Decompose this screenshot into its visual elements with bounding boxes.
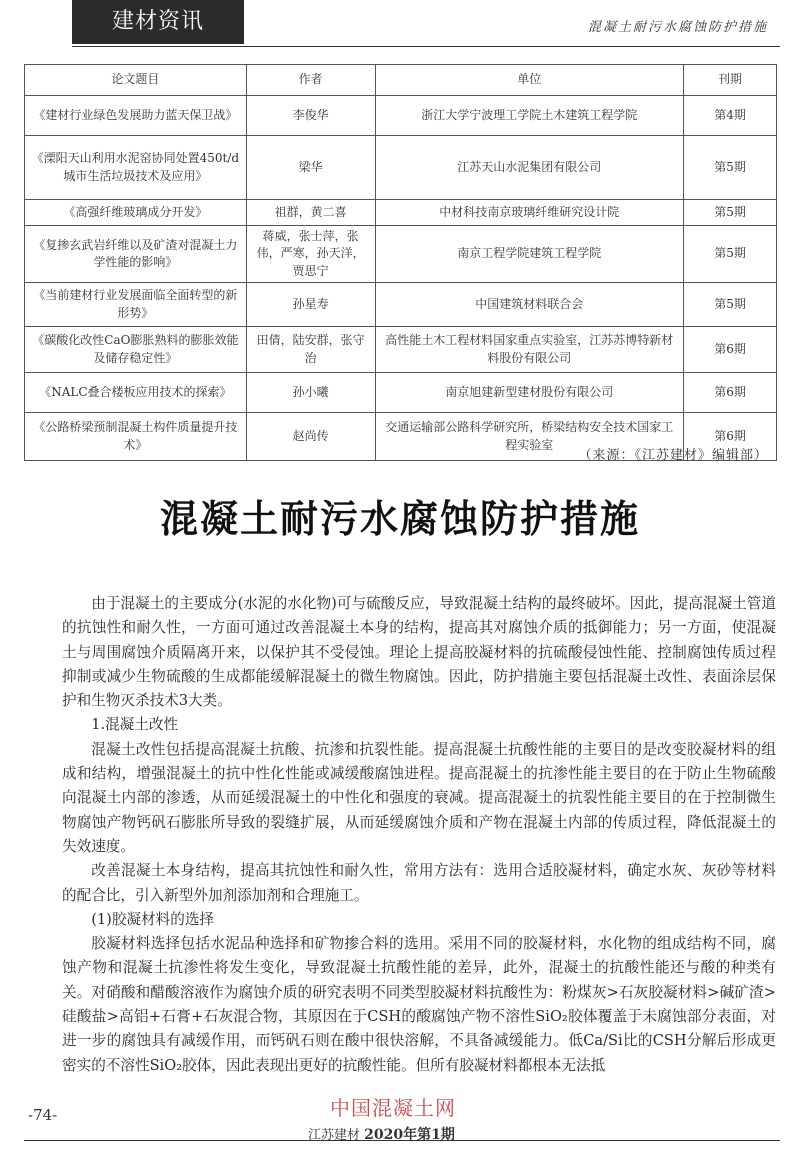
cell-author: 李俊华	[246, 96, 375, 136]
cell-issue: 第5期	[684, 283, 777, 327]
article-list-table	[24, 64, 777, 461]
page-header	[0, 0, 800, 52]
header-org: 单位	[375, 65, 684, 96]
cell-org: 高性能土木工程材料国家重点实验室，江苏苏博特新材料股份有限公司	[375, 327, 684, 373]
cell-title: 《建材行业绿色发展助力蓝天保卫战》	[25, 96, 247, 136]
cell-org: 交通运输部公路科学研究所，桥梁结构安全技术国家工程实验室	[375, 413, 684, 461]
magazine-footer	[308, 1124, 455, 1144]
paragraph: 胶凝材料选择包括水泥品种选择和矿物掺合料的选用。采用不同的胶凝材料，水化物的组成结构不同，腐蚀产物和混凝土抗渗性将发生变化，导致混凝土抗酸性能的差异，此外，混凝土的抗酸性能还与酸的种类有关。对硝酸和醋酸溶液作为腐蚀介质的研究表明不同类型胶凝材料抗酸性为：粉煤灰>石灰胶凝材料>碱矿渣>硅酸盐>高铝+石膏+石灰混合物，其原因在于CSH的酸腐蚀产物不溶性SiO₂胶体覆盖于未腐蚀部分表面，对进一步的腐蚀具有减缓作用，而钙矾石则在酸中很快溶解，不具备减缓能力。低Ca/Si比的CSH分解后形成更密实的不溶性SiO₂胶体，因此表现出更好的抗酸性能。但所有胶凝材料都根本无法抵	[62, 935, 776, 1074]
table-row	[25, 96, 777, 136]
header-title: 论文题目	[25, 65, 247, 96]
cell-title: 《高强纤维玻璃成分开发》	[25, 200, 247, 226]
cell-org: 南京旭建新型建材股份有限公司	[375, 373, 684, 413]
cell-org: 中国建筑材料联合会	[375, 283, 684, 327]
cell-issue: 第5期	[684, 136, 777, 200]
paragraph: 改善混凝土本身结构，提高其抗蚀性和耐久性，常用方法有：选用合适胶凝材料，确定水灰、灰砂等材料的配合比，引入新型外加剂添加剂和合理施工。	[62, 862, 776, 904]
header-rule	[72, 46, 780, 47]
table-row	[25, 136, 777, 200]
header-author: 作者	[246, 65, 375, 96]
section-heading: 1.混凝土改性	[91, 716, 179, 734]
cell-title: 《碳酸化改性CaO膨胀熟料的膨胀效能及储存稳定性》	[25, 327, 247, 373]
cell-org: 浙江大学宁波理工学院土木建筑工程学院	[375, 96, 684, 136]
cell-author: 梁华	[246, 136, 375, 200]
paragraph: 混凝土改性包括提高混凝土抗酸、抗渗和抗裂性能。提高混凝土抗酸性能的主要目的是改变胶凝材料的组成和结构，增强混凝土的抗中性化性能或减缓酸腐蚀进程。提高混凝土的抗渗性能主要目的在于防止生物硫酸向混凝土内部的渗透，从而延缓混凝土的中性化和强度的衰减。提高混凝土的抗裂性能主要目的在于控制微生物腐蚀产物钙矾石膨胀所导致的裂缝扩展，从而延缓腐蚀介质和产物在混凝土内部的传质过程，降低混凝土的失效速度。	[62, 740, 776, 855]
page-number: -74-	[28, 1106, 58, 1124]
cell-author: 孙星寿	[246, 283, 375, 327]
cell-title: 《NALC叠合楼板应用技术的探索》	[25, 373, 247, 413]
table-row	[25, 327, 777, 373]
cell-author: 祖群，黄二喜	[246, 200, 375, 226]
cell-author: 赵尚传	[246, 413, 375, 461]
table-row	[25, 373, 777, 413]
cell-issue: 第5期	[684, 200, 777, 226]
paragraph-intro: 由于混凝土的主要成分(水泥的水化物)可与硫酸反应，导致混凝土结构的最终破坏。因此，提高混凝土管道的抗蚀性和耐久性，一方面可通过改善混凝土本身的结构，提高其对腐蚀介质的抵御能力；另一方面，使混凝土与周围腐蚀介质隔离开来，以保护其不受侵蚀。理论上提高胶凝材料的抗硫酸侵蚀性能、控制腐蚀传质过程抑制或减少生物硫酸的生成都能缓解混凝土的微生物腐蚀。因此，防护措施主要包括混凝土改性、表面涂层保护和生物灭杀技术3大类。	[62, 595, 776, 710]
article-body	[62, 592, 776, 1078]
magazine-name: 江苏建材	[308, 1128, 361, 1143]
footer-rule	[24, 1140, 780, 1141]
watermark: 中国混凝土网	[330, 1096, 456, 1120]
cell-issue: 第5期	[684, 226, 777, 283]
cell-title: 《公路桥梁预制混凝土构件质量提升技术》	[25, 413, 247, 461]
issue-label: 2020年第1期	[364, 1127, 455, 1143]
column-tag: 建材资讯	[72, 0, 244, 44]
table-source-note: （来源：《江苏建材》编辑部）	[578, 448, 768, 463]
subsection-heading: (1)胶凝材料的选择	[91, 910, 215, 928]
running-title: 混凝土耐污水腐蚀防护措施	[587, 20, 768, 35]
header-issue: 刊期	[684, 65, 777, 96]
cell-issue: 第6期	[684, 373, 777, 413]
table-row	[25, 283, 777, 327]
table-header-row	[25, 65, 777, 96]
cell-issue: 第4期	[684, 96, 777, 136]
cell-org: 南京工程学院建筑工程学院	[375, 226, 684, 283]
cell-title: 《当前建材行业发展面临全面转型的新形势》	[25, 283, 247, 327]
cell-title: 《溧阳天山利用水泥窑协同处置450t/d城市生活垃圾技术及应用》	[25, 136, 247, 200]
cell-author: 蒋威，张士萍，张伟，严寒，孙天洋，贾思宁	[246, 226, 375, 283]
cell-issue: 第6期	[684, 327, 777, 373]
cell-author: 孙小曦	[246, 373, 375, 413]
article-title: 混凝土耐污水腐蚀防护措施	[159, 496, 640, 541]
cell-org: 中材科技南京玻璃纤维研究设计院	[375, 200, 684, 226]
table-row	[25, 226, 777, 283]
cell-title: 《复掺玄武岩纤维以及矿渣对混凝土力学性能的影响》	[25, 226, 247, 283]
cell-org: 江苏天山水泥集团有限公司	[375, 136, 684, 200]
cell-author: 田倩，陆安群，张守治	[246, 327, 375, 373]
cell-issue: 第6期	[684, 413, 777, 461]
table-row	[25, 200, 777, 226]
